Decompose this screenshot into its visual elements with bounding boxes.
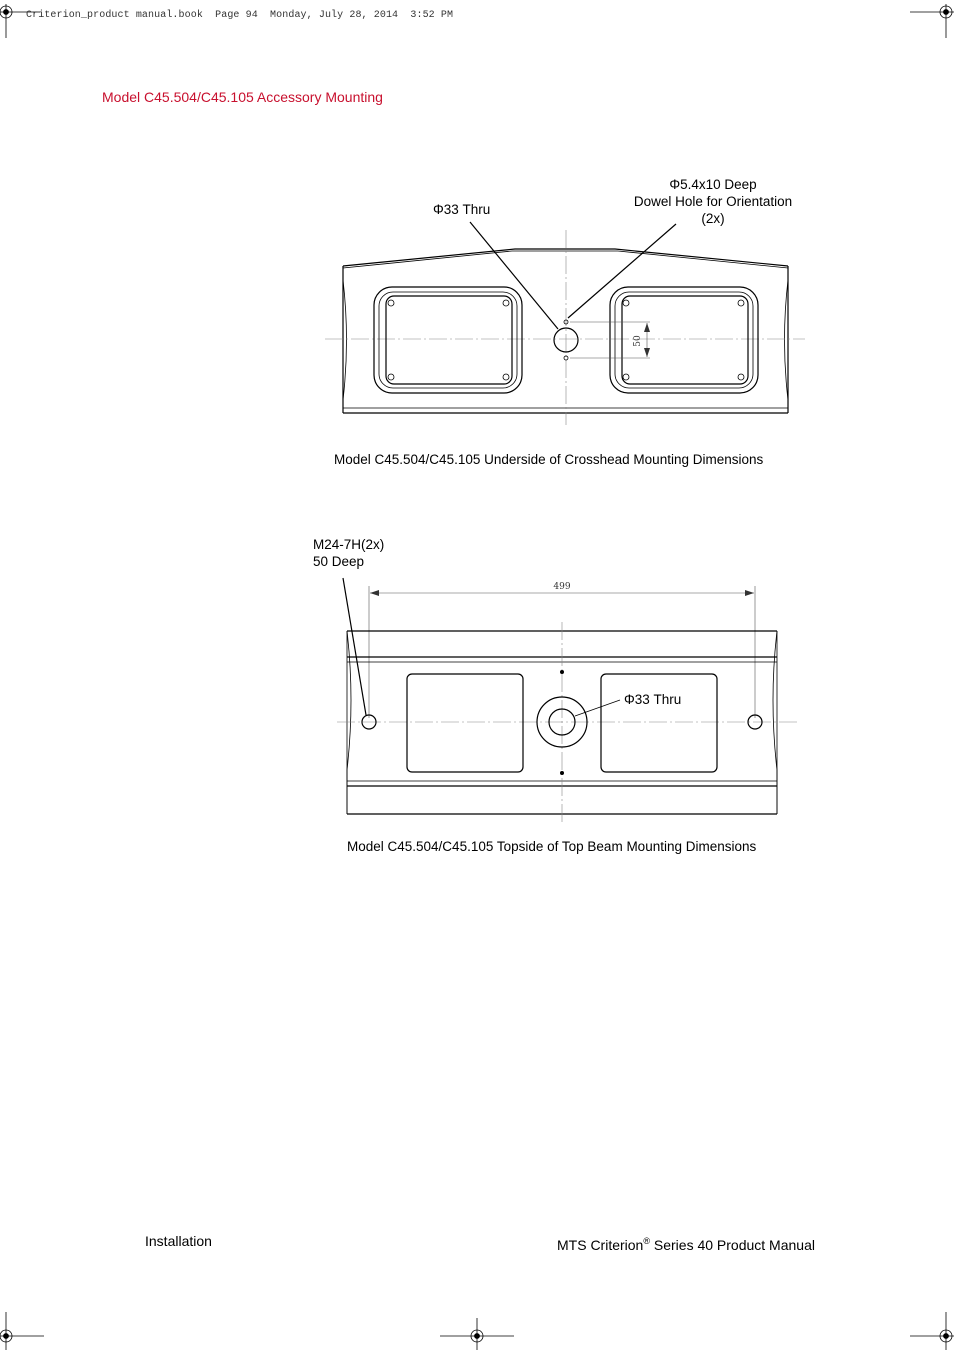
registration-mark-bottom-center: [440, 1318, 514, 1350]
crosshead-underside-drawing: [325, 222, 805, 425]
crosshead-dimension-text: 50: [633, 335, 643, 347]
top-beam-thru-hole-label: Φ33 Thru: [624, 692, 682, 707]
registration-mark-bottom-right: [910, 1312, 954, 1350]
dowel-hole-label-line3: (2x): [701, 211, 725, 226]
crosshead-thru-hole-label: Φ33 Thru: [433, 202, 491, 217]
thread-hole-label: [313, 536, 384, 570]
registration-mark-bottom-left: [0, 1312, 44, 1350]
section-title: Model C45.504/C45.105 Accessory Mounting: [102, 89, 383, 105]
top-beam-dimension-text: 499: [553, 582, 571, 592]
thread-hole-label-line1: M24-7H(2x): [313, 537, 385, 552]
footer-manual-suffix: Series 40 Product Manual: [650, 1237, 815, 1253]
crosshead-figure-caption: Model C45.504/C45.105 Underside of Crosshead Mounting Dimensions: [334, 452, 764, 467]
footer-manual-prefix: MTS Criterion: [557, 1237, 644, 1253]
top-beam-figure-caption: Model C45.504/C45.105 Topside of Top Beam Mounting Dimensions: [347, 839, 757, 854]
dowel-hole-label-line2: Dowel Hole for Orientation: [633, 194, 793, 209]
registered-mark: ®: [643, 1236, 650, 1246]
footer-manual-title: [557, 1236, 815, 1253]
registration-mark-top-right: [910, 4, 954, 38]
top-beam-topside-drawing: [337, 578, 797, 825]
dowel-hole-label-line1: Φ5.4x10 Deep: [669, 177, 757, 192]
footer-section-name: Installation: [145, 1233, 212, 1249]
thread-hole-label-line2: 50 Deep: [313, 554, 365, 569]
dowel-hole-label: [613, 176, 813, 227]
file-stamp: Criterion_product manual.book Page 94 Monday, July 28, 2014 3:52 PM: [26, 10, 454, 21]
